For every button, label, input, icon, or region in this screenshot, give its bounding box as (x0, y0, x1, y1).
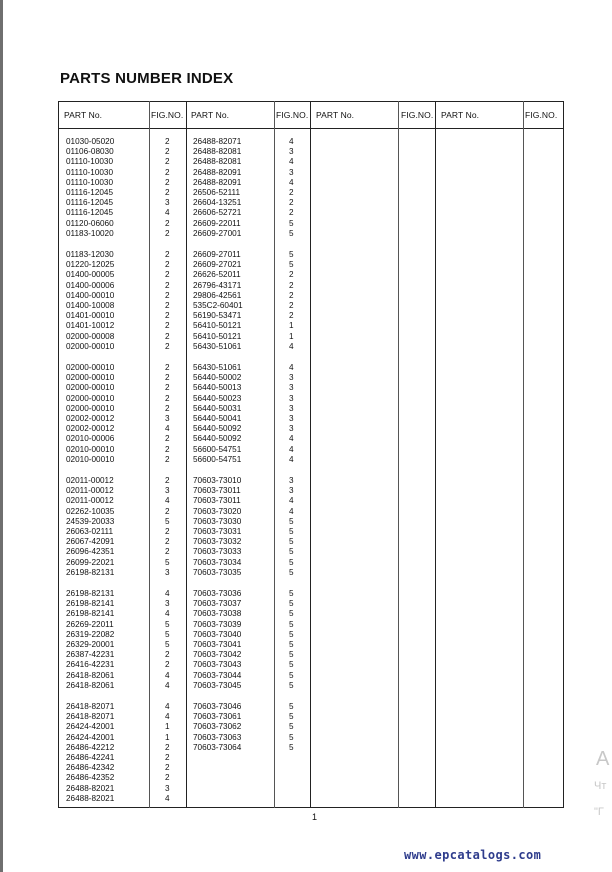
page-edge (0, 0, 3, 872)
fig-number-cell: 4 (289, 177, 294, 187)
part-number-cell: 01220-12025 (66, 260, 115, 270)
column-divider (149, 101, 150, 808)
fig-number-cell: 5 (289, 702, 294, 711)
fig-number-cell: 3 (289, 167, 294, 177)
fig-number-cell: 4 (289, 444, 294, 454)
part-number-cell: 01030-05020 (66, 137, 115, 146)
column-divider (435, 101, 436, 808)
fig-number-cell: 2 (165, 167, 170, 177)
page-number: 1 (312, 812, 318, 822)
part-number-cell: 02002-00012 (66, 414, 115, 423)
part-number-cell: 01401-00010 (66, 311, 115, 321)
part-number-cell: 02000-00010 (66, 341, 115, 351)
part-number-cell: 26486-42241 (66, 753, 115, 762)
part-number-cell: 26418-82071 (66, 702, 115, 711)
fig-number-cell: 2 (165, 537, 170, 547)
fig-number-cell: 3 (165, 414, 170, 423)
fig-number-cell: 5 (289, 732, 294, 742)
part-number-cell: 26063-02111 (66, 527, 114, 536)
fig-number-cell: 2 (165, 403, 170, 413)
fig-number-cell: 4 (289, 363, 294, 372)
part-number-cell: 01183-10020 (66, 228, 114, 238)
fig-number-cell: 2 (165, 444, 170, 454)
fig-number-cell: 2 (289, 280, 294, 290)
watermark-text: Чт (594, 780, 607, 792)
part-number-cell: 56190-53471 (193, 311, 242, 321)
part-number-cell: 02011-00012 (66, 486, 114, 496)
fig-number-cell: 2 (165, 188, 170, 197)
part-number-cell: 01400-00006 (66, 280, 115, 290)
part-number-cell: 26424-42001 (66, 732, 115, 742)
part-number-cell: 01110-10030 (66, 157, 114, 167)
fig-number-cell: 5 (289, 650, 294, 660)
header-part-no: PART No. (64, 110, 103, 120)
part-number-cell: 70603-73011 (193, 496, 241, 506)
fig-number-cell: 5 (289, 547, 294, 557)
part-number-cell: 56430-51061 (193, 363, 242, 372)
fig-number-cell: 5 (165, 640, 170, 649)
part-number-cell: 26329-20001 (66, 640, 115, 649)
fig-number-cell: 5 (289, 228, 294, 238)
part-number-cell: 70603-73040 (193, 629, 242, 639)
fig-number-cell: 4 (289, 496, 294, 506)
footer-url[interactable]: www.epcatalogs.com (404, 848, 542, 862)
part-number-cell: 01401-10012 (66, 321, 115, 331)
header-part-no: PART No. (316, 110, 355, 120)
part-number-cell: 26609-22011 (193, 218, 241, 228)
part-number-cell: 01110-10030 (66, 167, 114, 177)
fig-number-cell: 5 (289, 557, 294, 567)
fig-number-cell: 2 (165, 434, 170, 444)
fig-number-cell: 2 (289, 290, 294, 300)
part-number-cell: 26609-27001 (193, 228, 242, 238)
fig-number-cell: 5 (289, 670, 294, 680)
part-number-cell: 70603-73039 (193, 619, 242, 629)
part-number-cell: 01400-00010 (66, 290, 115, 300)
part-number-cell: 01116-12045 (66, 198, 114, 208)
fig-number-cell: 3 (165, 567, 170, 577)
fig-number-cell: 2 (165, 147, 170, 157)
fig-number-cell: 2 (165, 218, 170, 228)
fig-number-cell: 3 (165, 599, 170, 609)
part-number-cell: 26418-82061 (66, 680, 115, 690)
column-divider (274, 101, 275, 808)
fig-number-cell: 5 (289, 712, 294, 722)
fig-number-cell: 2 (165, 650, 170, 660)
part-number-cell: 26099-22021 (66, 557, 115, 567)
part-number-cell: 56440-50013 (193, 383, 242, 393)
column-divider (523, 101, 524, 808)
header-part-no: PART No. (191, 110, 230, 120)
fig-number-cell: 2 (165, 280, 170, 290)
fig-number-cell: 2 (165, 301, 170, 310)
part-number-cell: 02010-00010 (66, 454, 115, 464)
part-number-cell: 56440-50092 (193, 434, 242, 444)
fig-number-cell: 4 (289, 434, 294, 444)
fig-number-cell: 4 (165, 793, 170, 803)
fig-number-cell: 5 (289, 680, 294, 690)
fig-number-cell: 5 (289, 599, 294, 609)
part-number-cell: 26796-43171 (193, 280, 242, 290)
fig-number-cell: 2 (165, 547, 170, 557)
part-number-cell: 01116-12045 (66, 208, 114, 218)
part-number-cell: 70603-73032 (193, 537, 242, 547)
part-number-cell: 01116-12045 (66, 188, 114, 197)
fig-number-cell: 5 (289, 609, 294, 619)
part-number-cell: 56440-50041 (193, 414, 242, 423)
part-number-cell: 535C2-60401 (193, 301, 243, 310)
part-number-cell: 01106-08030 (66, 147, 114, 157)
fig-number-cell: 3 (165, 783, 170, 793)
fig-number-cell: 4 (289, 454, 294, 464)
fig-number-cell: 5 (289, 629, 294, 639)
fig-number-cell: 5 (289, 640, 294, 649)
part-number-cell: 26198-82141 (66, 609, 115, 619)
part-number-cell: 26488-82021 (66, 793, 115, 803)
part-number-cell: 29806-42561 (193, 290, 242, 300)
fig-number-cell: 1 (289, 321, 294, 331)
fig-number-cell: 5 (165, 629, 170, 639)
fig-number-cell: 2 (165, 228, 170, 238)
part-number-cell: 26488-82081 (193, 147, 242, 157)
fig-number-cell: 4 (289, 157, 294, 167)
header-fig-no: FIG.NO. (401, 110, 434, 120)
part-number-cell: 70603-73033 (193, 547, 242, 557)
fig-number-cell: 5 (289, 589, 294, 598)
fig-number-cell: 2 (165, 763, 170, 773)
part-number-cell: 01400-10008 (66, 301, 115, 310)
fig-number-cell: 4 (165, 609, 170, 619)
fig-number-cell: 2 (165, 157, 170, 167)
parts-index-table (58, 101, 564, 808)
part-number-cell: 26626-52011 (193, 270, 241, 280)
part-number-cell: 26609-27021 (193, 260, 242, 270)
fig-number-cell: 5 (289, 722, 294, 732)
part-number-cell: 70603-73031 (193, 527, 242, 536)
part-number-cell: 26506-52111 (193, 188, 241, 197)
fig-number-cell: 2 (289, 311, 294, 321)
fig-number-cell: 4 (165, 670, 170, 680)
part-number-cell: 02011-00012 (66, 496, 114, 506)
watermark-text: "Г (594, 806, 604, 818)
part-number-cell: 70603-73035 (193, 567, 242, 577)
fig-number-cell: 2 (165, 250, 170, 259)
fig-number-cell: 5 (289, 527, 294, 536)
part-number-cell: 26418-82061 (66, 670, 115, 680)
part-number-cell: 56440-50002 (193, 373, 242, 383)
part-number-cell: 26198-82131 (66, 589, 115, 598)
fig-number-cell: 1 (165, 732, 170, 742)
part-number-cell: 70603-73063 (193, 732, 242, 742)
part-number-cell: 26486-42342 (66, 763, 115, 773)
part-number-cell: 02000-00010 (66, 383, 115, 393)
fig-number-cell: 2 (165, 773, 170, 783)
fig-number-cell: 5 (289, 660, 294, 670)
part-number-cell: 70603-73045 (193, 680, 242, 690)
fig-number-cell: 3 (289, 373, 294, 383)
fig-number-cell: 4 (165, 702, 170, 711)
fig-number-cell: 5 (289, 567, 294, 577)
part-number-cell: 56430-51061 (193, 341, 242, 351)
part-number-cell: 70603-73064 (193, 742, 242, 752)
part-number-cell: 26424-42001 (66, 722, 115, 732)
part-number-cell: 70603-73030 (193, 516, 242, 526)
fig-number-cell: 2 (165, 341, 170, 351)
part-number-cell: 02000-00010 (66, 393, 115, 403)
part-number-cell: 56440-50031 (193, 403, 242, 413)
fig-number-cell: 2 (165, 753, 170, 762)
fig-number-cell: 2 (289, 188, 294, 197)
fig-number-cell: 5 (289, 537, 294, 547)
fig-number-cell: 2 (165, 383, 170, 393)
fig-number-cell: 4 (165, 208, 170, 218)
fig-number-cell: 4 (289, 506, 294, 516)
column-divider (186, 101, 187, 808)
part-number-cell: 26606-52721 (193, 208, 242, 218)
part-number-cell: 02010-00010 (66, 444, 115, 454)
part-number-cell: 70603-73062 (193, 722, 242, 732)
fig-number-cell: 4 (165, 589, 170, 598)
fig-number-cell: 5 (289, 260, 294, 270)
header-fig-no: FIG.NO. (151, 110, 184, 120)
fig-number-cell: 3 (289, 486, 294, 496)
fig-number-cell: 3 (289, 476, 294, 485)
fig-number-cell: 2 (165, 742, 170, 752)
fig-number-cell: 3 (289, 147, 294, 157)
fig-number-cell: 5 (165, 516, 170, 526)
part-number-cell: 26604-13251 (193, 198, 242, 208)
fig-number-cell: 5 (289, 218, 294, 228)
fig-number-cell: 5 (289, 619, 294, 629)
fig-number-cell: 2 (165, 373, 170, 383)
part-number-cell: 26488-82021 (66, 783, 115, 793)
fig-number-cell: 1 (289, 331, 294, 341)
part-number-cell: 01183-12030 (66, 250, 114, 259)
part-number-cell: 70603-73043 (193, 660, 242, 670)
part-number-cell: 24539-20033 (66, 516, 115, 526)
fig-number-cell: 3 (289, 414, 294, 423)
fig-number-cell: 4 (289, 137, 294, 146)
part-number-cell: 70603-73034 (193, 557, 242, 567)
part-number-cell: 26198-82131 (66, 567, 115, 577)
fig-number-cell: 3 (165, 486, 170, 496)
part-number-cell: 70603-73038 (193, 609, 242, 619)
fig-number-cell: 2 (165, 363, 170, 372)
page-title: PARTS NUMBER INDEX (60, 70, 234, 87)
part-number-cell: 70603-73041 (193, 640, 242, 649)
column-divider (310, 101, 311, 808)
fig-number-cell: 5 (289, 742, 294, 752)
part-number-cell: 56600-54751 (193, 444, 242, 454)
part-number-cell: 26418-82071 (66, 712, 115, 722)
fig-number-cell: 2 (165, 527, 170, 536)
part-number-cell: 26096-42351 (66, 547, 115, 557)
fig-number-cell: 3 (289, 393, 294, 403)
fig-number-cell: 3 (289, 403, 294, 413)
watermark-letter: A (596, 748, 610, 770)
fig-number-cell: 4 (165, 680, 170, 690)
fig-number-cell: 4 (289, 341, 294, 351)
column-divider (398, 101, 399, 808)
part-number-cell: 56410-50121 (193, 331, 242, 341)
fig-number-cell: 4 (165, 496, 170, 506)
part-number-cell: 26269-22011 (66, 619, 114, 629)
part-number-cell: 70603-73037 (193, 599, 242, 609)
part-number-cell: 02000-00010 (66, 363, 115, 372)
fig-number-cell: 5 (289, 250, 294, 259)
part-number-cell: 26488-82081 (193, 157, 242, 167)
part-number-cell: 56440-50023 (193, 393, 242, 403)
part-number-cell: 70603-73046 (193, 702, 242, 711)
part-number-cell: 26488-82091 (193, 167, 242, 177)
fig-number-cell: 2 (165, 137, 170, 146)
part-number-cell: 02262-10035 (66, 506, 115, 516)
part-number-cell: 26198-82141 (66, 599, 115, 609)
fig-number-cell: 2 (289, 301, 294, 310)
fig-number-cell: 2 (289, 208, 294, 218)
header-divider (58, 128, 564, 129)
fig-number-cell: 5 (165, 557, 170, 567)
part-number-cell: 70603-73042 (193, 650, 242, 660)
part-number-cell: 02002-00012 (66, 424, 115, 434)
part-number-cell: 01120-06060 (66, 218, 114, 228)
fig-number-cell: 3 (289, 424, 294, 434)
fig-number-cell: 3 (289, 383, 294, 393)
fig-number-cell: 2 (165, 660, 170, 670)
fig-number-cell: 4 (165, 424, 170, 434)
part-number-cell: 26486-42352 (66, 773, 115, 783)
part-number-cell: 02000-00010 (66, 373, 115, 383)
fig-number-cell: 1 (165, 722, 170, 732)
fig-number-cell: 2 (165, 311, 170, 321)
fig-number-cell: 2 (165, 454, 170, 464)
part-number-cell: 01110-10030 (66, 177, 114, 187)
part-number-cell: 02010-00006 (66, 434, 115, 444)
part-number-cell: 26609-27011 (193, 250, 241, 259)
part-number-cell: 26488-82071 (193, 137, 242, 146)
part-number-cell: 26067-42091 (66, 537, 115, 547)
part-number-cell: 02000-00010 (66, 403, 115, 413)
part-number-cell: 26416-42231 (66, 660, 115, 670)
part-number-cell: 70603-73011 (193, 486, 241, 496)
part-number-cell: 56600-54751 (193, 454, 242, 464)
fig-number-cell: 5 (165, 619, 170, 629)
fig-number-cell: 2 (165, 476, 170, 485)
part-number-cell: 70603-73020 (193, 506, 242, 516)
fig-number-cell: 3 (165, 198, 170, 208)
part-number-cell: 70603-73044 (193, 670, 242, 680)
fig-number-cell: 2 (165, 321, 170, 331)
fig-number-cell: 2 (165, 270, 170, 280)
fig-number-cell: 2 (165, 290, 170, 300)
part-number-cell: 26387-42231 (66, 650, 115, 660)
header-part-no: PART No. (441, 110, 480, 120)
part-number-cell: 70603-73010 (193, 476, 242, 485)
part-number-cell: 26488-82091 (193, 177, 242, 187)
part-number-cell: 70603-73061 (193, 712, 242, 722)
fig-number-cell: 2 (165, 506, 170, 516)
header-fig-no: FIG.NO. (276, 110, 309, 120)
part-number-cell: 02000-00008 (66, 331, 115, 341)
fig-number-cell: 2 (289, 198, 294, 208)
part-number-cell: 70603-73036 (193, 589, 242, 598)
part-number-cell: 02011-00012 (66, 476, 114, 485)
fig-number-cell: 2 (165, 177, 170, 187)
part-number-cell: 01400-00005 (66, 270, 115, 280)
fig-number-cell: 2 (165, 260, 170, 270)
part-number-cell: 56440-50092 (193, 424, 242, 434)
fig-number-cell: 2 (165, 393, 170, 403)
header-fig-no: FIG.NO. (525, 110, 558, 120)
part-number-cell: 56410-50121 (193, 321, 242, 331)
part-number-cell: 26486-42212 (66, 742, 115, 752)
part-number-cell: 26319-22082 (66, 629, 115, 639)
fig-number-cell: 5 (289, 516, 294, 526)
fig-number-cell: 2 (165, 331, 170, 341)
fig-number-cell: 2 (289, 270, 294, 280)
fig-number-cell: 4 (165, 712, 170, 722)
